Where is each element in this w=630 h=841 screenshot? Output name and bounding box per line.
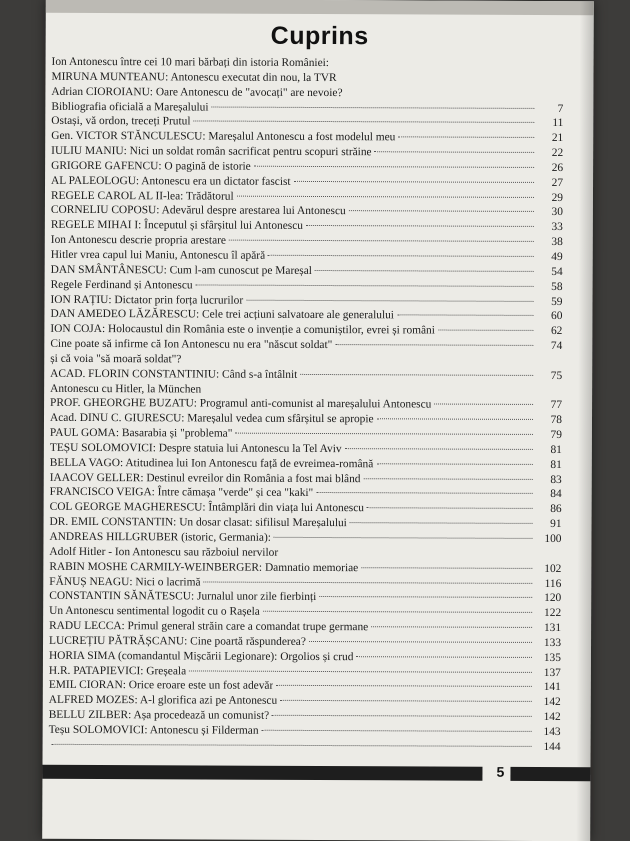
toc-entry-title: RABIN MOSHE CARMILY-WEINBERGER: Damnatio memoriae [49, 560, 358, 576]
toc-page-number: 79 [536, 428, 562, 443]
toc-leader-dots [194, 121, 535, 123]
toc-entry-title: BELLA VAGO: Atitudinea lui Ion Antonescu față de evreimea-română [50, 456, 374, 472]
toc-leader-dots [332, 63, 535, 64]
toc-leader-dots [204, 389, 533, 390]
toc-entry-title: Adrian CIOROIANU: Oare Antonescu de "avocați" are nevoie? [51, 85, 342, 101]
toc-leader-dots [246, 299, 533, 301]
toc-entry-title: FĂNUȘ NEAGU: Nici o lacrimă [49, 574, 200, 590]
toc-page-number: 116 [535, 576, 561, 591]
toc-entry-title: ACAD. FLORIN CONSTANTINIU: Când s-a întâlnit [50, 367, 297, 383]
toc-entry-title: ION COJA: Holocaustul din România este o invenție a comuniștilor, evrei și români [50, 322, 435, 339]
toc-entry-title: Un Antonescu sentimental logodit cu o Rașela [49, 604, 260, 620]
toc-page-number: 58 [537, 280, 563, 295]
toc-entry-title: REGELE CAROL AL II-lea: Trădătorul [51, 188, 234, 204]
toc-entry-title: CORNELIU COPOSU: Adevărul despre arestarea lui Antonescu [51, 203, 346, 219]
toc-entry-title: Acad. DINU C. GIURESCU: Mareșalul vedea cum sfârșitul se apropie [50, 411, 374, 427]
toc-entry-title: PROF. GHEORGHE BUZATU: Programul anti-comunist al mareșalului Antonescu [50, 396, 431, 413]
toc-page-number: 26 [537, 161, 563, 176]
toc-leader-dots [294, 181, 534, 183]
toc-page-number: 29 [537, 191, 563, 206]
toc-page-number: 91 [536, 517, 562, 532]
toc-page-number: 81 [536, 443, 562, 458]
toc-leader-dots [306, 225, 534, 227]
toc-leader-dots [367, 508, 533, 510]
toc-entry-title: ANDREAS HILLGRUBER (istoric, Germania): [49, 530, 271, 546]
toc-page-number: 59 [536, 294, 562, 309]
toc-page-number: 84 [536, 487, 562, 502]
toc-page-number: 54 [537, 265, 563, 280]
toc-leader-dots [438, 330, 533, 331]
toc-page-number: 86 [536, 502, 562, 517]
toc-leader-dots [346, 93, 535, 94]
toc-page-number: 7 [537, 101, 563, 116]
toc-leader-dots [229, 240, 534, 242]
toc-leader-dots [371, 626, 532, 628]
toc-leader-dots [309, 641, 532, 643]
toc-leader-dots [237, 195, 534, 197]
toc-leader-dots [375, 151, 535, 153]
toc-entry-title: Adolf Hitler - Ion Antonescu sau războiul nervilor [49, 545, 278, 561]
toc-entry-title: CONSTANTIN SĂNĂTESCU: Jurnalul unor zile fierbinți [49, 589, 316, 605]
toc-page-number: 142 [535, 695, 561, 710]
page-gutter-shadow [576, 1, 594, 841]
toc-entry [49, 723, 561, 740]
toc-entry-title: Regele Ferdinand și Antonescu [51, 277, 193, 292]
toc-entry-title: MIRUNA MUNTEANU: Antonescu executat din nou, la TVR [51, 70, 336, 86]
footer-page-number: 5 [490, 764, 510, 780]
toc-entry [49, 738, 561, 755]
toc-entry-title: ION RAȚIU: Dictator prin forța lucrurilor [50, 292, 243, 308]
toc-entry-title: Gen. VICTOR STĂNCULESCU: Mareșalul Antonescu a fost modelul meu [51, 129, 395, 145]
toc-leader-dots [361, 567, 532, 569]
toc-entry-title: COL GEORGE MAGHERESCU: Întâmplări din viața lui Antonescu [50, 500, 364, 516]
toc-leader-dots [398, 137, 534, 139]
toc-entry-title: Antonescu cu Hitler, la München [50, 381, 201, 397]
toc-entry-title: și că voia "să moară soldat"? [50, 352, 181, 367]
toc-leader-dots [377, 419, 533, 421]
toc-page-number: 81 [536, 458, 562, 473]
page-title: Cuprins [46, 21, 594, 52]
toc-page-number: 21 [537, 131, 563, 146]
toc-leader-dots [349, 211, 534, 213]
toc-entry-title: DR. EMIL CONSTANTIN: Un dosar clasat: sifilisul Mareșalului [50, 515, 347, 531]
toc-entry-title: Teșu SOLOMOVICI: Antonescu și Filderman [49, 723, 259, 739]
toc-entry-title: Ion Antonescu între cei 10 mari bărbați din istoria României: [52, 55, 329, 71]
toc-page-number: 62 [536, 324, 562, 339]
toc-page-number: 11 [537, 116, 563, 131]
toc-page-number: 122 [535, 606, 561, 621]
toc-entry-title: TEȘU SOLOMOVICI: Despre statuia lui Antonescu la Tel Aviv [50, 441, 342, 457]
toc-page-number: 141 [535, 680, 561, 695]
toc-leader-dots [254, 166, 534, 168]
toc-page-number: 143 [535, 725, 561, 740]
toc-page-number: 142 [535, 710, 561, 725]
toc-leader-dots [196, 284, 534, 286]
toc-leader-dots [397, 315, 533, 317]
toc-leader-dots [376, 463, 533, 465]
toc-page-number: 131 [535, 621, 561, 636]
toc-page-number: 30 [537, 205, 563, 220]
toc-entry-title: IAACOV GELLER: Destinul evreilor din România a fost mai blând [50, 470, 361, 486]
toc-entry-title: RADU LECCA: Primul general străin care a comandat trupe germane [49, 619, 368, 635]
toc-page-number: 38 [537, 235, 563, 250]
toc-entry-title: Ion Antonescu descrie propria arestare [51, 233, 226, 249]
toc-page-number: 137 [535, 666, 561, 681]
toc-leader-dots [276, 685, 532, 687]
toc-leader-dots [335, 344, 533, 346]
toc-page-number: 49 [537, 250, 563, 265]
toc-leader-dots [345, 448, 533, 450]
table-of-contents [49, 55, 564, 755]
toc-leader-dots [364, 478, 533, 480]
toc-leader-dots [315, 270, 534, 272]
toc-entry-title: PAUL GOMA: Basarabia și "problema" [50, 426, 233, 442]
toc-leader-dots [263, 611, 532, 613]
toc-leader-dots [272, 715, 532, 717]
toc-page-number: 144 [535, 740, 561, 755]
toc-entry-title: LUCREȚIU PĂTRĂȘCANU: Cine poartă răspunderea? [49, 634, 306, 650]
toc-entry-title: Ostași, vă ordon, treceți Prutul [51, 114, 190, 129]
toc-leader-dots [189, 670, 532, 672]
toc-leader-dots [268, 255, 534, 257]
toc-page-number: 100 [535, 532, 561, 547]
footer-rule-right [510, 767, 590, 781]
toc-page-number: 74 [536, 339, 562, 354]
toc-entry-title: Bibliografia oficială a Mareșalului [51, 99, 208, 115]
toc-page-number: 77 [536, 398, 562, 413]
toc-entry-title: EMIL CIORAN: Orice eroare este un fost adevăr [49, 678, 274, 694]
toc-page-number: 133 [535, 636, 561, 651]
toc-leader-dots [340, 78, 535, 79]
toc-leader-dots [300, 374, 533, 376]
toc-entry-title: BELLU ZILBER: Așa procedează un comunist? [49, 708, 270, 724]
toc-leader-dots [316, 492, 532, 494]
toc-entry-title: GRIGORE GAFENCU: O pagină de istorie [51, 159, 251, 175]
toc-entry-title: IULIU MANIU: Nici un soldat român sacrificat pentru scopuri străine [51, 144, 371, 160]
toc-entry-title: Hitler vrea capul lui Maniu, Antonescu îl apără [51, 248, 266, 264]
toc-leader-dots [356, 656, 532, 658]
toc-entry-title: DAN AMEDEO LĂZĂRESCU: Cele trei acțiuni salvatoare ale generalului [50, 307, 394, 323]
previous-page-edge [46, 0, 594, 15]
toc-leader-dots [319, 596, 532, 598]
toc-page-number: 102 [535, 562, 561, 577]
toc-entry-title: REGELE MIHAI I: Începutul și sfârșitul lui Antonescu [51, 218, 303, 234]
toc-page-number: 83 [536, 473, 562, 488]
toc-entry-title: DAN SMÂNTÂNESCU: Cum l-am cunoscut pe Mareșal [51, 263, 312, 279]
toc-leader-dots [350, 522, 533, 524]
toc-leader-dots [434, 404, 533, 405]
toc-page-number: 60 [536, 309, 562, 324]
toc-entry-title: AL PALEOLOGU: Antonescu era un dictator fascist [51, 174, 291, 190]
toc-page-number: 75 [536, 369, 562, 384]
toc-page-number: 135 [535, 651, 561, 666]
toc-leader-dots [262, 730, 532, 732]
toc-entry-title: ALFRED MOZES: A-l glorifica azi pe Antonescu [49, 693, 277, 709]
toc-entry-title: FRANCISCO VEIGA: Între cămașa "verde" și cea "kaki" [50, 485, 314, 501]
toc-page-number: 33 [537, 220, 563, 235]
toc-page-number: 120 [535, 591, 561, 606]
toc-page-number: 22 [537, 146, 563, 161]
toc-leader-dots [212, 106, 535, 108]
book-page [42, 0, 594, 841]
toc-leader-dots [204, 581, 533, 583]
toc-entry-title: HORIA SIMA (comandantul Mișcării Legionare): Orgolios și crud [49, 649, 353, 665]
toc-page-number: 27 [537, 176, 563, 191]
toc-leader-dots [274, 537, 533, 539]
toc-leader-dots [184, 359, 533, 361]
toc-leader-dots [281, 553, 532, 554]
toc-leader-dots [280, 700, 532, 702]
toc-leader-dots [235, 433, 533, 435]
toc-entry-title: Cine poate să infirme că Ion Antonescu nu era "născut soldat" [50, 337, 332, 353]
toc-leader-dots [52, 744, 532, 747]
toc-entry-title: H.R. PATAPIEVICI: Greșeala [49, 663, 186, 678]
footer-rule-left [42, 765, 482, 781]
toc-page-number: 78 [536, 413, 562, 428]
